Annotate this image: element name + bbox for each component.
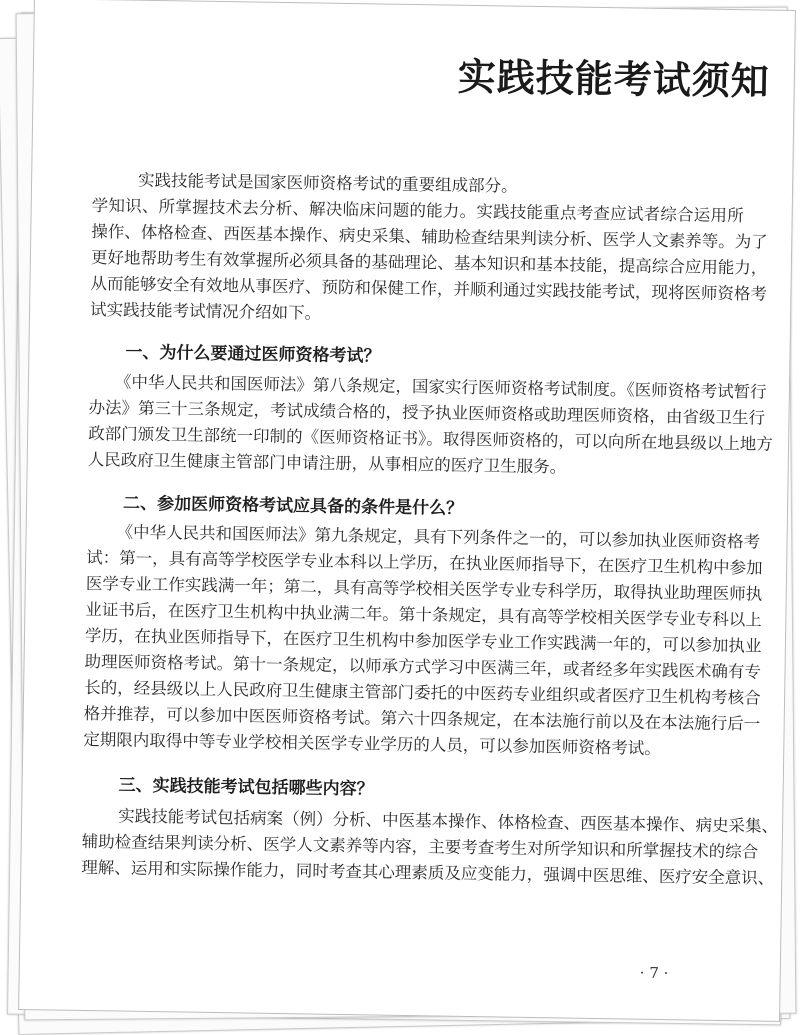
section-line: 人民政府卫生健康主管部门申请注册，从事相应的医疗卫生服务。 <box>87 449 567 477</box>
section-line: 《中华人民共和国医师法》第九条规定，具有下列条件之一的，可以参加执业医师资格考 <box>116 522 761 552</box>
intro-line: 操作、体格检查、西医基本操作、病史采集、辅助检查结果判读分析、医学人文素养等。为了 <box>91 222 768 252</box>
section-line: 试：第一，具有高等学校医学专业本科以上学历，在执业医师指导下，在医疗卫生机构中参加 <box>86 547 763 578</box>
page-number: · 7 · <box>639 963 669 983</box>
intro-line: 学知识、所掌握技术去分析、解决临床问题的能力。实践技能重点考查应试者综合运用所 <box>91 196 744 226</box>
intro-line: 从而能够安全有效地从事医疗、预防和保健工作，并顺利通过实践技能考试，现将医师资格考 <box>90 274 768 304</box>
section-line: 辅助检查结果判读分析、医学人文素养等内容，主要考查考生对所学知识和所掌握技术的综合 <box>81 831 759 862</box>
intro-line: 更好地帮助考生有效掌握所必须具备的基础理论、基本知识和基本技能，提高综合应用能力， <box>90 248 768 278</box>
section-line: 助理医师资格考试。第十一条规定，以师承方式学习中医满三年，或者经多年实践医术确有专 <box>84 651 762 682</box>
section-line: 医学专业工作实践满一年；第二，具有高等学校相关医学专业专科学历，取得执业助理医师执 <box>85 573 763 604</box>
intro-line: 试实践技能考试情况介绍如下。 <box>89 299 322 323</box>
section-line: 政部门颁发卫生部统一印制的《医师资格证书》。取得医师资格的，可以向所在地县级以上地方 <box>88 423 773 454</box>
section-heading-2: 二、参加医师资格考试应具备的条件是什么？ <box>122 493 464 519</box>
page-title: 实践技能考试须知 <box>457 54 771 104</box>
section-line: 定期限内取得中等专业学校相关医学专业学历的人员，可以参加医师资格考试。 <box>83 729 661 759</box>
section-line: 长的，经县级以上人民政府卫生健康主管部门委托的中医药专业组织或者医疗卫生机构考核合 <box>84 677 761 708</box>
document-page <box>18 0 796 1022</box>
section-line: 理解、运用和实际操作能力，同时考查其心理素质及应变能力，强调中医思维、医疗安全意识、 <box>81 857 775 888</box>
section-line: 实践技能考试包括病案（例）分析、中医基本操作、体格检查、西医基本操作、病史采集、 <box>118 806 779 836</box>
intro-line: 实践技能考试是国家医师资格考试的重要组成部分。 <box>137 170 518 196</box>
section-heading-3: 三、实践技能考试包括哪些内容？ <box>118 775 374 800</box>
section-line: 《中华人民共和国医师法》第八条规定，国家实行医师资格考试制度。《医师资格考试暂行 <box>114 372 767 402</box>
section-line: 业证书后，在医疗卫生机构中执业满二年。第十条规定，具有高等学校相关医学专业专科以上 <box>85 599 762 630</box>
section-line: 办法》第三十三条规定，考试成绩合格的，授予执业医师资格或助理医师资格，由省级卫生行 <box>88 397 766 428</box>
section-line: 学历，在执业医师指导下，在医疗卫生机构中参加医学专业工作实践满一年的，可以参加执业 <box>84 625 762 656</box>
section-line: 格并推荐，可以参加中医医师资格考试。第六十四条规定，在本法施行前以及在本法施行后一 <box>83 703 761 734</box>
section-heading-1: 一、为什么要通过医师资格考试？ <box>125 342 381 367</box>
